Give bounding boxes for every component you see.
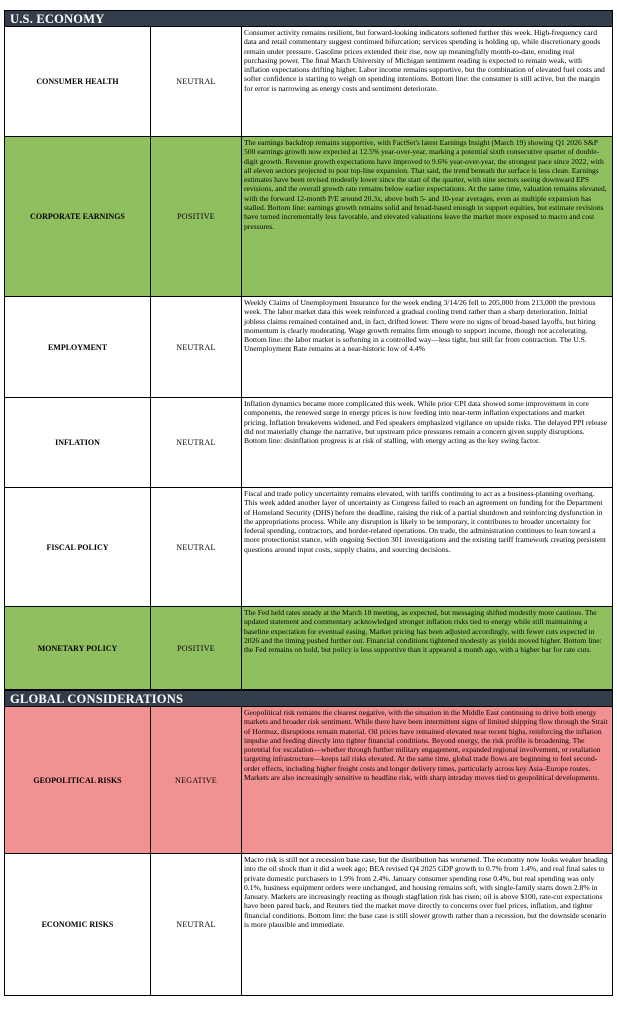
rating-label: NEUTRAL (151, 27, 242, 136)
category-label: GEOPOLITICAL RISKS (5, 707, 151, 853)
category-label: ECONOMIC RISKS (5, 854, 151, 995)
section-header-us-economy: U.S. ECONOMY (4, 10, 613, 27)
row-fiscal-policy (4, 488, 613, 607)
category-label: INFLATION (5, 398, 151, 487)
rating-label: NEUTRAL (151, 854, 242, 995)
rating-label: POSITIVE (151, 137, 242, 296)
rating-label: NEGATIVE (151, 707, 242, 853)
category-label: MONETARY POLICY (5, 607, 151, 689)
commentary-text: Weekly Claims of Unemployment Insurance for the week ending 3/14/26 fell to 205,000 from 213,000 the previous week. The labor market data this week reinforced a gradual cooling trend rather than a sharp deterioration. Initial jobless claims remained contained and, in fact, drifted lower. There were no signs of broad-based layoffs, but hiring momentum is clearly moderating. Wage growth remains firm enough to support income, though not accelerating. Bottom line: the labor market is softening in a controlled way—less tight, but still far from contraction. The U.S. Unemployment Rate remains at a near-historic low of 4.4% (244, 298, 596, 354)
commentary-text: Geopolitical risk remains the clearest negative, with the situation in the Middle East continuing to drive both energy markets and broader risk sentiment. While there have been intermittent signs of limited shipping flow through the Strait of Hormuz, disruptions remain material. Oil prices have remained elevated near recent highs, reinforcing the inflation impulse and feeding directly into tighter financial conditions. Beyond energy, the risk profile is broadening. The potential for escalation—whether through further military engagement, expanded regional involvement, or retaliation targeting infrastructure—keeps tail risks elevated. At the same time, global trade flows are beginning to feel second-order effects, including higher freight costs and longer delivery times, particularly across key Asia–Europe routes. Markets are also increasingly sensitive to headline risk, with sharp intraday moves tied to geopolitical developments. (244, 708, 608, 783)
rating-label: NEUTRAL (151, 488, 242, 606)
row-inflation (4, 398, 613, 488)
section-header-global-considerations: GLOBAL CONSIDERATIONS (4, 690, 613, 707)
commentary-text: Inflation dynamics became more complicated this week. While prior CPI data showed some improvement in core components, the renewed surge in energy prices is now feeding into near-term inflation expectations and market pricing. Inflation breakevens widened, and Fed speakers emphasized vigilance on upside risks. The delayed PPI release did not materially change the narrative, but upstream price pressures remain a concern given supply disruptions. Bottom line: disinflation progress is at risk of stalling, with energy acting as the key swing factor. (244, 399, 607, 446)
rating-label: POSITIVE (151, 607, 242, 689)
row-consumer-health (4, 27, 613, 137)
commentary-text: Macro risk is still not a recession base case, but the distribution has worsened. The economy now looks weaker heading into the oil shock than it did a week ago; BEA revised Q4 2025 GDP growth to 0.7% from 1.4%, and real final sales to private domestic purchasers to 1.9% from 2.4%. January consumer spending rose 0.4%, but real spending was only 0.1%, business equipment orders were unchanged, and housing remains soft, with single-family starts down 2.8% in January. Markets are increasingly reacting as though stagflation risk has risen; oil is above $100, rate-cut expectations have been pared back, and Reuters tied the market move directly to concerns over fuel prices, inflation, and tighter financial conditions. Bottom line: the base case is still slower growth rather than a recession, but the downside scenario is more plausible and immediate. (244, 855, 608, 930)
row-corporate-earnings (4, 137, 613, 297)
row-monetary-policy (4, 607, 613, 690)
row-geopolitical-risks (4, 707, 613, 854)
category-label: FISCAL POLICY (5, 488, 151, 606)
commentary-text: The Fed held rates steady at the March 18 meeting, as expected, but messaging shifted modestly more cautious. The updated statement and commentary acknowledged stronger inflation risks tied to energy while still maintaining a baseline expectation for eventual easing. Market pricing has been adjusted accordingly, with fewer cuts expected in 2026 and the timing pushed further out. Financial conditions tightened modestly as yields moved higher. Bottom line: the Fed remains on hold, but policy is less supportive than it appeared a month ago, with a higher bar for rate cuts. (244, 608, 602, 655)
category-label: EMPLOYMENT (5, 297, 151, 397)
category-label: CORPORATE EARNINGS (5, 137, 151, 296)
row-economic-risks (4, 854, 613, 996)
rating-label: NEUTRAL (151, 398, 242, 487)
commentary-text: The earnings backdrop remains supportive, with FactSet's latest Earnings Insight (March 19) showing Q1 2026 S&P 500 earnings growth now expected at 12.5% year-over-year, marking a potential sixth consecutive quarter of double-digit growth. Revenue growth expectations have improved to 9.6% year-over-year, the strongest pace since 2022, with all eleven sectors projected to post top-line expansion. That said, the trend beneath the surface is less clean. Earnings estimates have been revised modestly lower since the start of the quarter, with nine sectors seeing downward EPS revisions, and the overall growth rate remains below earlier expectations. At the same time, valuation remains elevated, with the forward 12-month P/E around 20.3x, above both 5- and 10-year averages, even as multiple expansion has stalled. Bottom line: earnings growth remains solid and broad-based enough to support equities, but estimate revisions have turned incrementally less favorable, and elevated valuations leave the market more exposed to macro and cost pressures. (244, 138, 607, 231)
commentary-text: Fiscal and trade policy uncertainty remains elevated, with tariffs continuing to act as a business-planning overhang. This week added another layer of uncertainty as Congress failed to reach an agreement on funding for the Department of Homeland Security (DHS) before the deadline, raising the risk of a partial shutdown and reinforcing dysfunction in the appropriations process. While any disruption is likely to be temporary, it contributes to broader uncertainty for federal spending, contractors, and border-related operations. On trade, the administration continues to lean toward a more protectionist stance, with ongoing Section 301 investigations and the existing tariff framework creating persistent questions around input costs, supply chains, and sourcing decisions. (244, 489, 606, 554)
rating-label: NEUTRAL (151, 297, 242, 397)
row-employment (4, 297, 613, 398)
commentary-text: Consumer activity remains resilient, but forward-looking indicators softened further this week. High-frequency card data and retail commentary suggest continued bifurcation; services spending is holding up, while discretionary goods remain under pressure. Gasoline prices extended their rise, now up meaningfully month-to-date, eroding real purchasing power. The final March University of Michigan sentiment reading is expected to remain weak, with inflation expectations drifting higher. Labor income remains supportive, but the combination of elevated fuel costs and softer confidence is starting to weigh on spending intentions. Bottom line: the consumer is still active, but the margin for error is narrowing as energy costs and sentiment deteriorate. (244, 28, 605, 93)
economic-outlook-table (4, 10, 613, 996)
category-label: CONSUMER HEALTH (5, 27, 151, 136)
